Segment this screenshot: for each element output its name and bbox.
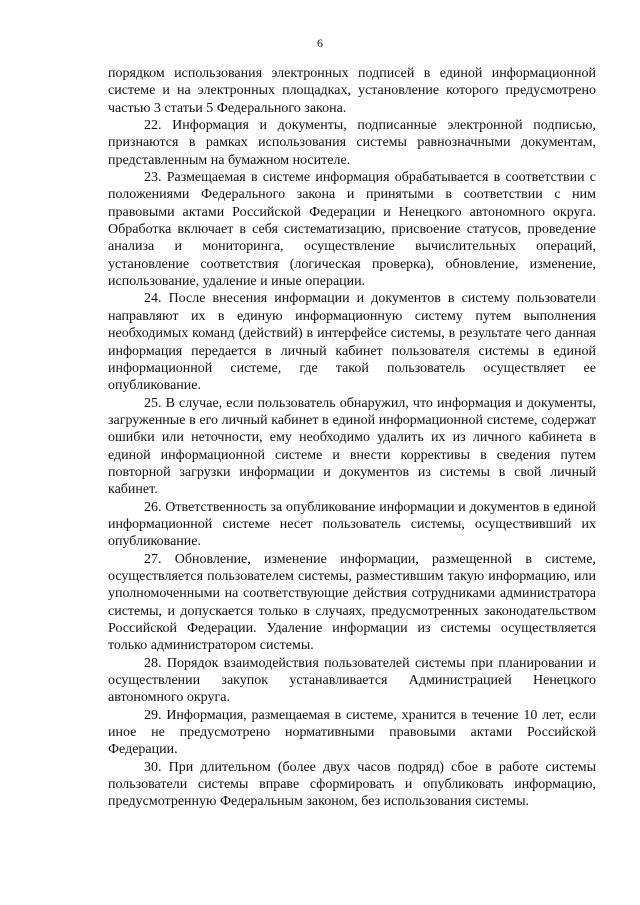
paragraph-29: 29. Информация, размещаемая в системе, хранится в течение 10 лет, если иное не предусмотрено нормативными правовыми актами Российской Федерации. xyxy=(108,707,596,758)
paragraph-22: 22. Информация и документы, подписанные электронной подписью, признаются в рамках использования системы равнозначными документам, представленным на бумажном носителе. xyxy=(108,118,596,168)
page-number: 6 xyxy=(317,36,323,50)
paragraph-23: 23. Размещаемая в системе информация обрабатывается в соответствии с положениями Федерального закона и принятыми в соответствии с ним правовыми актами Российской Федерации и Ненецкого автономного округа. Обработка включает в себя систематизацию, присвоение статусов, проведение анализа и мониторинга, осуществление вычислительных операций, установление соответствия (логическая проверка), обновление, изменение, использование, удаление и иные операции. xyxy=(108,170,596,290)
paragraph-24: 24. После внесения информации и документов в систему пользователи направляют их в единую информационную систему путем выполнения необходимых команд (действий) в интерфейсе системы, в результате чего данная информация передается в личный кабинет пользователя системы в единой информационной системе, где такой пользователь осуществляет ее опубликование. xyxy=(108,291,596,394)
paragraph-28: 28. Порядок взаимодействия пользователей системы при планировании и осуществлении закупок устанавливается Администрацией Ненецкого автономного округа. xyxy=(108,655,596,706)
document-body xyxy=(108,65,596,811)
paragraph-26: 26. Ответственность за опубликование информации и документов в единой информационной системе несет пользователь системы, осуществивший их опубликование. xyxy=(108,499,596,550)
paragraph-30: 30. При длительном (более двух часов подряд) сбое в работе системы пользователи системы вправе сформировать и опубликовать информацию, предусмотренную Федеральным законом, без использования системы. xyxy=(108,759,596,810)
paragraph-continuation: порядком использования электронных подписей в единой информационной системе и на электронных площадках, установление которого предусмотрено частью 3 статьи 5 Федерального закона. xyxy=(108,66,596,116)
paragraph-27: 27. Обновление, изменение информации, размещенной в системе, осуществляется пользователем системы, разместившим такую информацию, или уполномоченными на соответствующие действия сотрудниками администратора системы, и допускается только в случаях, предусмотренных законодательством Российской Федерации. Удаление информации из системы осуществляется только администратором системы. xyxy=(108,551,596,654)
paragraph-25: 25. В случае, если пользователь обнаружил, что информация и документы, загруженные в его личный кабинет в единой информационной системе, содержат ошибки или неточности, ему необходимо удалить их из личного кабинета в единой информационной системе и внести коррективы в сведения путем повторной загрузки информации и документов из системы в свой личный кабинет. xyxy=(108,395,596,498)
